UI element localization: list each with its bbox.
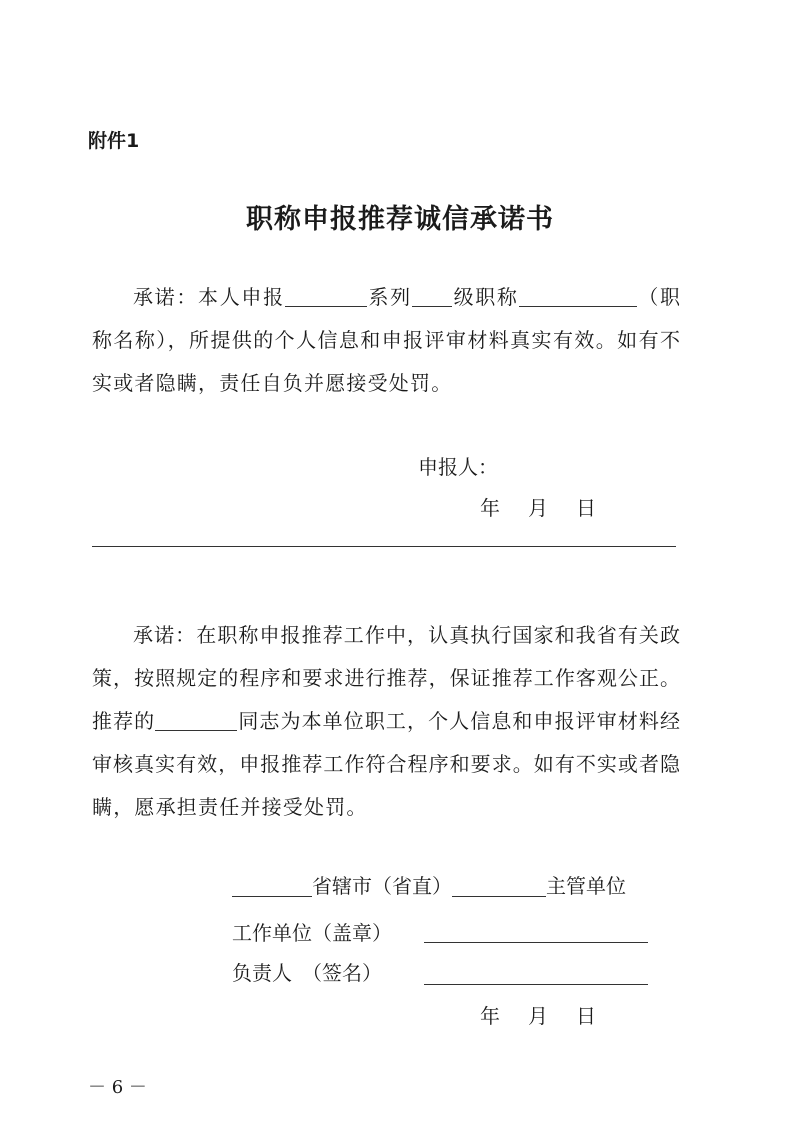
pledge-text: 推荐的 [92, 709, 156, 733]
applicant-signer-label: 申报人： [418, 455, 498, 479]
work-unit-seal-field[interactable] [424, 920, 648, 943]
series-blank[interactable] [285, 286, 367, 307]
pledge-text: 级职称 [451, 285, 519, 309]
city-label: 省辖市（省直） [312, 874, 452, 898]
level-blank[interactable] [412, 286, 452, 307]
nominee-blank[interactable] [155, 710, 237, 731]
applicant-pledge-line-3: 实或者隐瞒，责任自负并愿接受处罚。 [92, 371, 453, 395]
applicant-pledge-line-1 [133, 283, 680, 311]
pledge-text: （职 [636, 285, 680, 309]
pledge-text: 同志为本单位职工，个人信息和申报评审材料经 [237, 709, 680, 733]
pledge-text: 承诺：本人申报 [133, 285, 285, 309]
unit-pledge-line-3 [92, 707, 680, 735]
unit-pledge-line-1: 承诺：在职称申报推荐工作中，认真执行国家和我省有关政 [133, 623, 680, 647]
unit-pledge-line-4: 审核真实有效，申报推荐工作符合程序和要求。如有不实或者隐 [92, 752, 680, 776]
unit-pledge-line-5: 瞒，愿承担责任并接受处罚。 [92, 795, 368, 819]
responsible-label: 负责人 （签名） [232, 961, 382, 985]
authority-label: 主管单位 [546, 874, 626, 898]
unit-date-label: 年 月 日 [480, 1004, 600, 1028]
unit-pledge-line-2: 策，按照规定的程序和要求进行推荐，保证推荐工作客观公正。 [92, 666, 680, 690]
authority-blank[interactable] [452, 874, 546, 897]
responsible-signature-field[interactable] [424, 962, 648, 985]
page-number: － 6 － [88, 1077, 147, 1098]
document-title: 职称申报推荐诚信承诺书 [246, 204, 554, 235]
city-blank[interactable] [232, 874, 312, 897]
attachment-label: 附件1 [88, 130, 140, 152]
applicant-pledge-line-2: 称名称），所提供的个人信息和申报评审材料真实有效。如有不 [92, 328, 680, 352]
divider [92, 546, 676, 547]
pledge-text: 系列 [366, 285, 412, 309]
title-name-blank[interactable] [519, 286, 637, 307]
applicant-date-label: 年 月 日 [480, 496, 600, 520]
city-row [232, 872, 626, 900]
work-unit-label: 工作单位（盖章） [232, 921, 392, 945]
